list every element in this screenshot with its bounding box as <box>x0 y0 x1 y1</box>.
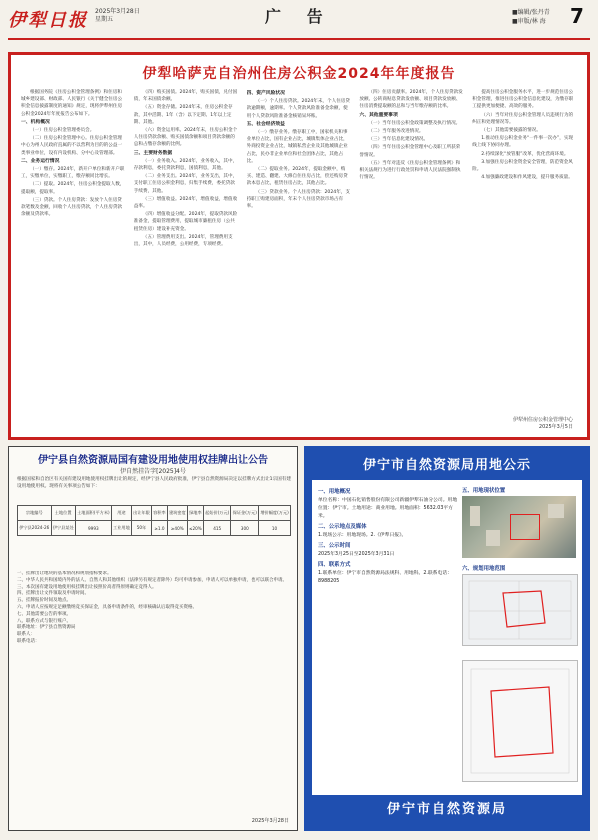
ad-section-heading: 四、联系方式 <box>318 562 351 568</box>
table-header-cell: 土地位置 <box>51 506 75 521</box>
building-shape <box>548 504 564 518</box>
report-paragraph: （二）住房公积金管理中心。住房公积金管理中心为州人民政府直属的不以营利为目的的公益一类事业单位，设有内设机构、分中心及管理部。 <box>21 136 123 156</box>
report-section-heading: 五、社会经济效益 <box>246 121 285 127</box>
table-header-cell: 绿地率 <box>187 506 203 521</box>
report-paragraph: （四）当年住房公积金管理中心及职工所获荣誉情况。 <box>359 145 461 158</box>
editor-credits: ■编辑/张丹青 ■审版/林 海 <box>512 9 550 25</box>
site-plan-detail <box>462 660 578 782</box>
report-paragraph: 2.持续深化“放管服”改革，优化营商环境。 <box>481 151 569 157</box>
land-body-text <box>17 571 291 816</box>
report-paragraph: （一）个人住房贷款。2024年末，个人住房贷款逾期额，逾期率。个人贷款风险准备金余额，使用个人贷款风险准备金核销呆坏账。 <box>246 99 350 119</box>
report-paragraph: （六）资金运用率。2024年末，住房公积金个人住房贷款余额、购买国债余额和项目贷款余额的总和占缴存余额的比例。 <box>133 128 238 148</box>
report-paragraph: （七）其他需要披露的情况。 <box>481 128 541 134</box>
report-paragraph: （一）缴存。2024年，新开户单位和新开户职工，实缴单位，实缴职工，缴存额同比增长。 <box>21 167 125 180</box>
land-date: 2025年3月28日 <box>251 818 289 824</box>
land-paragraph: 二、中华人民共和国境内外的法人、自然人和其他组织（法律另有规定者除外）均可申请参加，申请人可以单独申请，也可以联合申请。 <box>17 577 287 583</box>
table-header-cell: 宗地编号 <box>18 506 52 521</box>
land-paragraph: 联系地址：伊宁县自然资源局 <box>17 625 76 631</box>
table-header-cell: 建筑密度 <box>167 506 187 521</box>
report-paragraph: （三）当年信息化建设情况。 <box>368 137 429 143</box>
report-paragraph: （一）业务收入。2024年，业务收入，其中，存款利息，委托贷款利息，国债利息，其他。 <box>133 158 238 172</box>
ad-title: 伊宁市自然资源局用地公示 <box>362 458 531 473</box>
table-cell: 50年 <box>131 521 151 536</box>
report-signature: 伊犁州住房公积金管理中心 2025年3月5日 <box>512 417 573 430</box>
land-paragraph: 五、挂牌报价时间及地点。 <box>17 598 71 604</box>
table-header-row <box>18 506 291 521</box>
ad-section-heading: 一、用地概况 <box>318 489 351 495</box>
table-header-cell: 用途 <box>111 506 131 521</box>
site-detail-drawing <box>463 661 577 781</box>
site-plan-map <box>462 574 578 646</box>
page-header <box>0 0 598 42</box>
report-paragraph: 提高住房公积金服务水平，进一步规范住房公积金管理，推进住房公积金信息化建设，为缴存职工提供更加便捷、高效的服务。 <box>472 90 574 110</box>
report-section-heading: 二、业务运行情况 <box>21 158 60 164</box>
ad-content-panel <box>312 480 582 795</box>
report-paragraph: （五）资金存储。2024年末，住房公积金存款，其中活期、1年（含）以下定期、1年以上定期、其他。 <box>133 105 233 125</box>
land-paragraph: 联系电话： <box>17 638 40 644</box>
building-shape <box>470 506 480 526</box>
report-columns <box>21 89 577 429</box>
ad-section-text: 1.联系单位：伊宁市自然资源局法规科、用地科。2.联系电话：8988205 <box>318 571 452 584</box>
site-boundary-marker <box>510 514 540 540</box>
report-column <box>134 89 239 429</box>
section-title: 广 告 <box>265 7 333 26</box>
site-location-caption: 五、用地现状位置 <box>462 488 506 494</box>
table-cell: 伊宁县2024-26 <box>18 521 52 536</box>
land-auction-notice <box>8 446 298 831</box>
report-column <box>359 89 464 429</box>
report-section-heading: 四、资产风险状况 <box>246 91 285 96</box>
table-cell: 415 <box>203 521 231 536</box>
report-paragraph: （一）住房公积金管理委员会。 <box>30 128 95 134</box>
building-shape <box>486 530 500 546</box>
ad-section-text: 1.现场公示：用地现场。2.《伊犁日报》。 <box>318 533 407 538</box>
report-paragraph: （一）当年住房公积金政策调整及执行情况。 <box>368 120 461 126</box>
report-paragraph: （一）缴存业务。缴存职工中，国家机关和事业单位占比，国有企业占比，城镇集体企业占比，外商投资企业占比，城镇私营企业及其他城镇企业占比，民办非企业单位和社会团体占比，其他占比。 <box>246 130 348 164</box>
land-paragraph: 联系人： <box>17 632 35 638</box>
report-section-heading: 三、主要财务数据 <box>133 150 173 156</box>
ad-section-text: 2025年3月25日至2025年3月31日 <box>318 552 395 557</box>
table-cell: 工业用地 <box>111 521 131 536</box>
report-paragraph: （四）住房贡献率。2024年，个人住房贷款发放额、公转商贴息贷款发放额、项目贷款发放额、住房消费提取额的总和与当年缴存额的比率。 <box>359 90 463 110</box>
issue-date: 2025年3月28日 星期五 <box>95 8 140 23</box>
report-paragraph: （四）增值收益分配。2024年，提取贷款风险准备金，提取管理费用，提取城市廉租住房（公共租赁住房）建设补充资金。 <box>133 212 238 232</box>
report-paragraph: 1.推动住房公积金业务“一件事一次办”，实现线上线下协同办理。 <box>472 136 574 149</box>
table-header-cell: 增价幅度(万元) <box>259 506 291 521</box>
table-header-cell: 容积率 <box>152 506 168 521</box>
annual-report-notice <box>8 52 590 440</box>
report-paragraph: （五）当年对违反《住房公积金管理条例》和相关法规行为进行行政处罚和申请人民法院强制执行情况。 <box>359 160 461 181</box>
report-section-heading: 六、其他重要事项 <box>359 112 398 118</box>
land-paragraph: 一、挂牌出让地块的基本情况和规划指标要求。 <box>17 571 112 576</box>
land-paragraph: 八、联系方式与银行账户。 <box>17 618 71 624</box>
site-plan-drawing <box>463 575 577 645</box>
ad-text <box>318 486 458 786</box>
land-paragraph: 三、本次国有建设用地使用权挂牌出让按照价高者得原则确定竞得人。 <box>17 584 157 590</box>
report-paragraph: （四）购买国债。2024年，购买国债，兑付国债，年末国债余额。 <box>133 90 238 103</box>
report-column <box>472 89 577 429</box>
report-paragraph: （三）增值收益。2024年，增值收益，增值收益率。 <box>133 196 238 210</box>
report-paragraph: （五）管理费用支出。2024年，管理费用支出，其中，人员经费，公用经费，专项经费。 <box>133 234 233 248</box>
report-title: 伊犁哈萨克自治州住房公积金2024年年度报告 <box>142 66 456 82</box>
land-intro: 根据国家和自治区有关国有建设用地使用权挂牌出让的规定，经伊宁县人民政府批准，伊宁县自然资源局决定以挂牌方式出让1宗国有建设用地使用权。现将有关事项公告如下： <box>17 477 291 489</box>
report-paragraph: （三）贷款业务。个人住房贷款：2024年，支持职工购建房面积，年末个人住房贷款市场占有率。 <box>246 189 350 210</box>
table-header-cell: 保证金(万元) <box>231 506 259 521</box>
newspaper-logo: 伊犁日报 <box>8 10 88 31</box>
land-use-public-notice <box>304 446 590 831</box>
table-cell: ≥40% <box>167 521 187 536</box>
table-cell: 伊宁县某处 <box>51 521 75 536</box>
report-paragraph: （二）当年服务改进情况。 <box>368 129 424 135</box>
land-subtitle: 伊自然挂告字[2025]4号 <box>120 468 186 475</box>
report-paragraph: 3.加强住房公积金资金安全管理，防范资金风险。 <box>472 159 573 173</box>
report-paragraph: （二）提取业务。2024年，提取金额中，购买、建造、翻建、大修自住住房占比，偿还购房贷款本息占比，租赁住房占比，其他占比。 <box>246 167 348 187</box>
plan-range-caption: 六、规划用地范围 <box>462 566 506 572</box>
table-cell: 10 <box>259 521 291 536</box>
report-column <box>247 89 352 429</box>
land-paragraph: 七、其他需要公告的事项。 <box>17 611 71 617</box>
land-paragraph: 四、挂牌出让文件领取及申请时间。 <box>17 591 89 597</box>
table-cell: 9993 <box>75 521 111 536</box>
table-row <box>18 521 291 536</box>
ad-section-heading: 二、公示地点及媒体 <box>318 524 367 530</box>
land-parcel-table <box>17 505 291 536</box>
report-paragraph: （六）当年对住房公积金管理人员违规行为的纠正和处理情况等。 <box>472 112 574 125</box>
page-number: 7 <box>570 4 584 28</box>
report-paragraph: （三）贷款。个人住房贷款：发放个人住房贷款笔数及金额，回收个人住房贷款，个人住房贷款余额及贷款率。 <box>21 197 123 218</box>
report-paragraph: （二）业务支出。2024年，业务支出，其中，支付职工住房公积金利息，归集手续费，委托贷款手续费，其他。 <box>133 174 238 194</box>
ad-section-text: 单位名称：中国石化销售股份有限公司新疆伊犁石油分公司。用地位置：伊宁市。土地用途：商业用地。用地面积：5632.03平方米。 <box>318 498 458 519</box>
table-cell: ≥1.0 <box>152 521 168 536</box>
site-aerial-photo <box>462 496 576 558</box>
report-column <box>21 89 126 429</box>
table-header-cell: 土地面积(平方米) <box>75 506 111 521</box>
ad-section-heading: 三、公示时间 <box>318 543 351 549</box>
land-title: 伊宁县自然资源局国有建设用地使用权挂牌出让公告 <box>38 455 268 466</box>
report-paragraph: （二）提取。2024年，住房公积金提取人数，提取额，提取率。 <box>21 182 125 195</box>
table-cell: 300 <box>231 521 259 536</box>
report-section-heading: 一、机构概况 <box>21 119 50 125</box>
header-divider <box>8 38 590 40</box>
table-cell: ≤20% <box>187 521 203 536</box>
table-header-cell: 出让年限 <box>131 506 151 521</box>
land-paragraph: 六、申请人应按规定足额缴纳竞买保证金，具备申请条件的，经审核确认后取得竞买资格。 <box>17 604 197 610</box>
ad-footer-org: 伊宁市自然资源局 <box>386 802 507 817</box>
table-header-cell: 起始价(万元) <box>203 506 231 521</box>
report-paragraph: 4.加强廉政建设和作风建设，提升服务质量。 <box>481 175 573 181</box>
report-paragraph: 根据国务院《住房公积金管理条例》和住房和城乡建设部、财政部、人民银行《关于健全住房公积金信息披露制度的通知》规定，现将伊犁州住房公积金2024年年度报告公布如下。 <box>21 90 123 117</box>
